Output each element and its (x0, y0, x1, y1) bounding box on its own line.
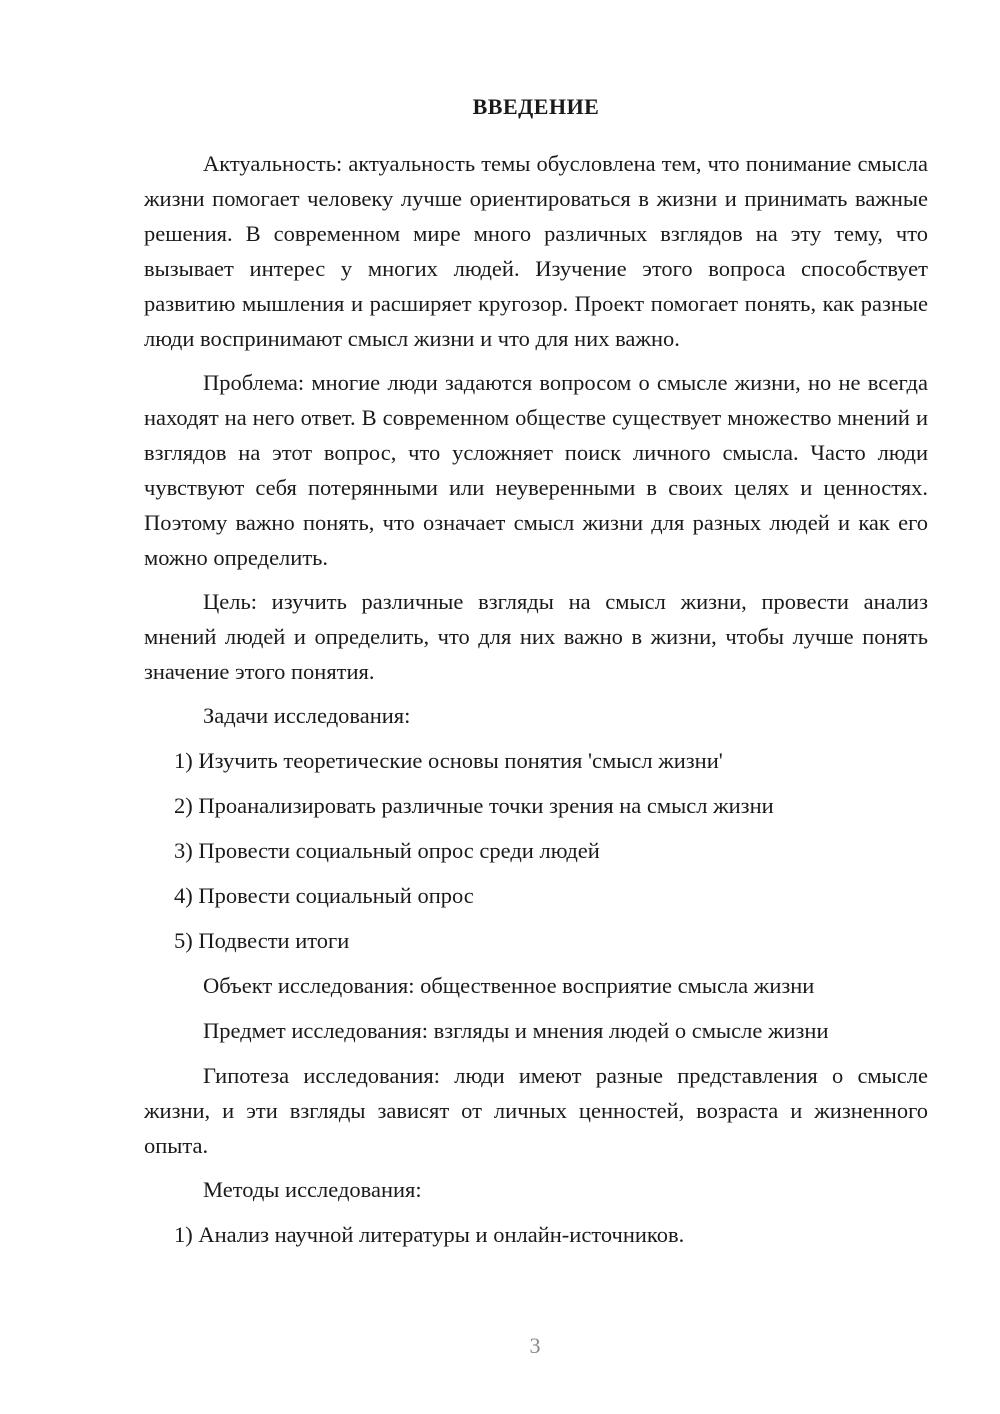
page-title: ВВЕДЕНИЕ (472, 94, 600, 119)
methods-list (144, 1217, 928, 1252)
relevance-paragraph: Актуальность: актуальность темы обусловлена тем, что понимание смысла жизни помогает человеку лучше ориентироваться в жизни и принимать важные решения. В современном мире много различных взглядов на эту тему, что вызывает интерес у многих людей. Изучение этого вопроса способствует развитию мышления и расширяет кругозор. Проект помогает понять, как разные люди воспринимают смысл жизни и что для них важно. (144, 151, 928, 351)
page-number: 3 (529, 1333, 541, 1358)
page-content (144, 92, 928, 1262)
problem-paragraph: Проблема: многие люди задаются вопросом о смысле жизни, но не всегда находят на него ответ. В современном обществе существует множество мнений и взглядов на этот вопрос, что усложняет поиск личного смысла. Часто люди чувствуют себя потерянными или неуверенными в своих целях и ценностях. Поэтому важно понять, что означает смысл жизни для разных людей и как его можно определить. (144, 370, 928, 570)
task-item: 1) Изучить теоретические основы понятия 'смысл жизни' (174, 748, 723, 773)
hypothesis-paragraph: Гипотеза исследования: люди имеют разные представления о смысле жизни, и эти взгляды зависят от личных ценностей, возраста и жизненного опыта. (144, 1063, 928, 1158)
tasks-heading: Задачи исследования: (203, 703, 411, 728)
method-item: 1) Анализ научной литературы и онлайн-источников. (174, 1222, 685, 1247)
goal-paragraph: Цель: изучить различные взгляды на смысл жизни, провести анализ мнений людей и определить, что для них важно в жизни, чтобы лучше понять значение этого понятия. (144, 589, 928, 684)
task-item: 4) Провести социальный опрос (174, 883, 474, 908)
task-item: 5) Подвести итоги (174, 928, 350, 953)
methods-heading: Методы исследования: (203, 1177, 422, 1202)
tasks-list (144, 743, 928, 958)
task-item: 2) Проанализировать различные точки зрения на смысл жизни (174, 793, 774, 818)
research-object: Объект исследования: общественное восприятие смысла жизни (203, 973, 815, 998)
research-subject: Предмет исследования: взгляды и мнения людей о смысле жизни (203, 1018, 829, 1043)
task-item: 3) Провести социальный опрос среди людей (174, 838, 600, 863)
